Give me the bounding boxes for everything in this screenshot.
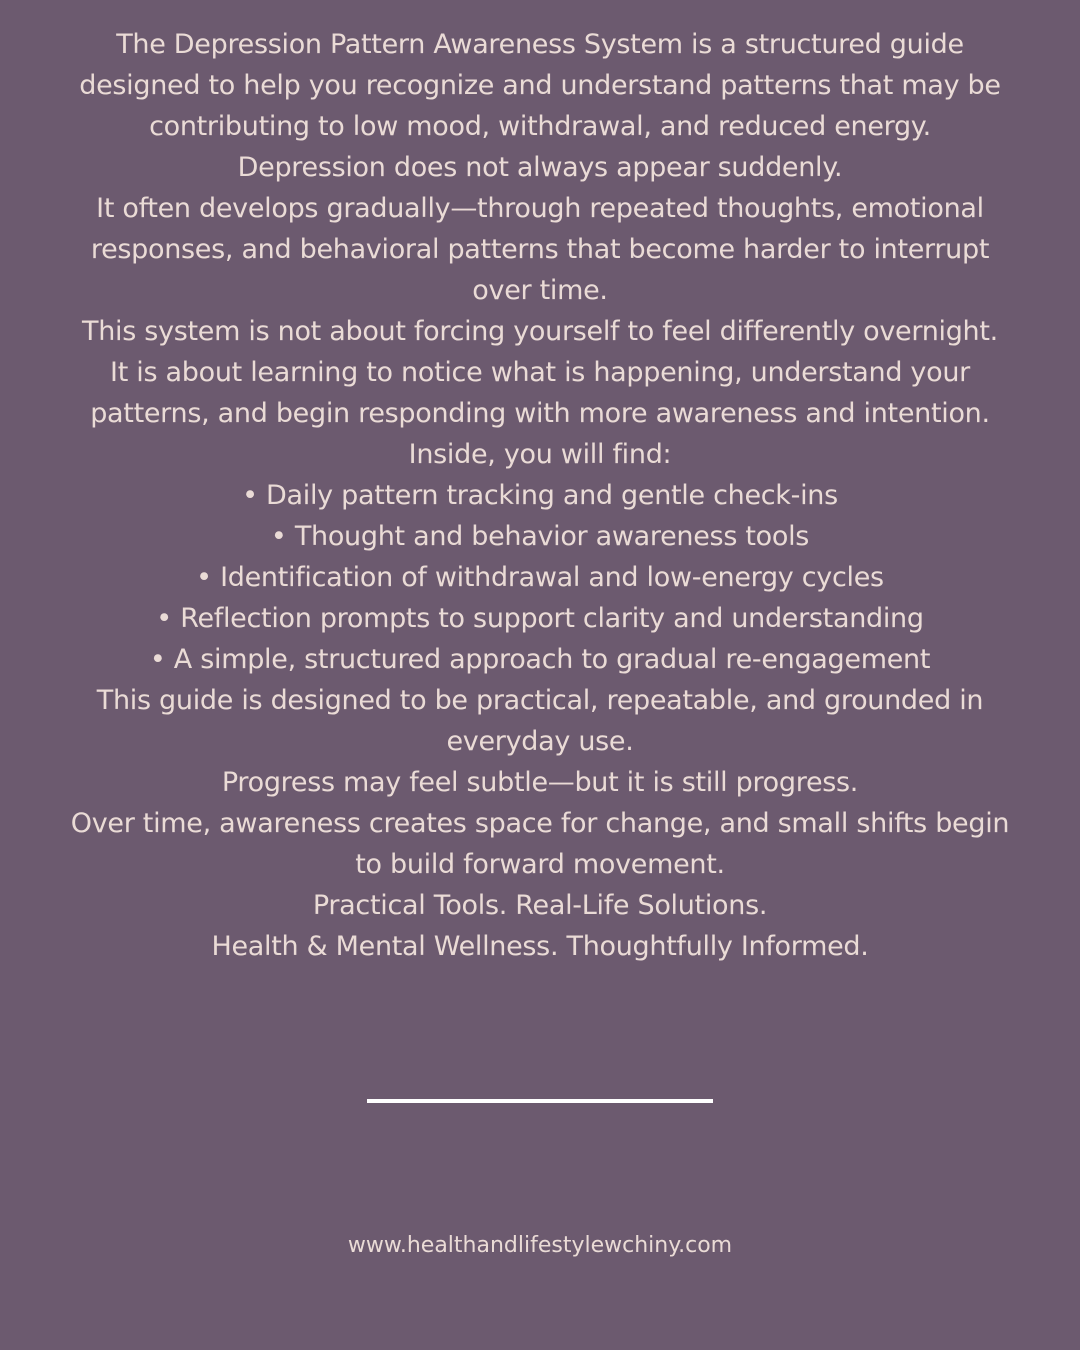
over-time-line-2: to build forward movement. [355,849,725,880]
feature-item-cycles: • Identification of withdrawal and low-energy cycles [196,562,884,593]
inside-heading: Inside, you will find: [408,439,672,470]
intro-line-2: designed to help you recognize and understand patterns that may be [79,70,1001,101]
divider-line [367,1099,713,1103]
tagline-1: Practical Tools. Real-Life Solutions. [312,890,768,921]
guide-line-1: This guide is designed to be practical, repeatable, and grounded in [96,685,984,716]
tagline-2: Health & Mental Wellness. Thoughtfully Informed. [211,931,869,962]
feature-item-awareness-tools: • Thought and behavior awareness tools [270,521,810,552]
system-line-1: This system is not about forcing yourself to feel differently overnight. [82,316,998,347]
depression-line-2: It often develops gradually—through repeated thoughts, emotional [96,193,984,224]
progress-line: Progress may feel subtle—but it is still progress. [221,767,859,798]
depression-line-4: over time. [472,275,608,306]
system-line-3: patterns, and begin responding with more awareness and intention. [90,398,990,429]
depression-line-3: responses, and behavioral patterns that become harder to interrupt [90,234,990,265]
intro-line-1: The Depression Pattern Awareness System is a structured guide [116,29,964,60]
body-text [40,24,1040,967]
feature-item-reflection: • Reflection prompts to support clarity and understanding [156,603,924,634]
over-time-line-1: Over time, awareness creates space for change, and small shifts begin [70,808,1010,839]
guide-line-2: everyday use. [446,726,634,757]
feature-item-re-engagement: • A simple, structured approach to gradual re-engagement [149,644,931,675]
system-line-2: It is about learning to notice what is happening, understand your [110,357,970,388]
feature-item-tracking: • Daily pattern tracking and gentle check-ins [242,480,838,511]
depression-line-1: Depression does not always appear suddenly. [237,152,843,183]
intro-line-3: contributing to low mood, withdrawal, and reduced energy. [149,111,931,142]
website-url: www.healthandlifestylewchiny.com [347,1233,733,1258]
